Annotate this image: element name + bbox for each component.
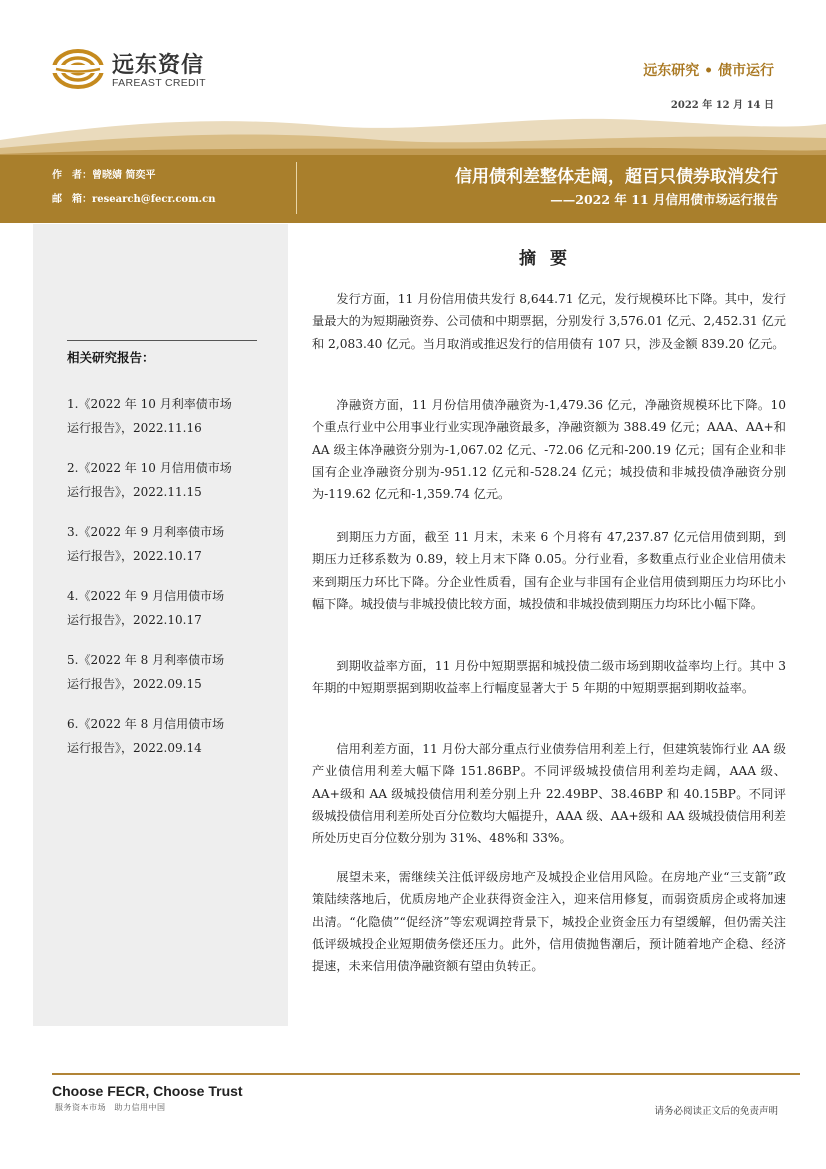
abstract-paragraph: 信用利差方面，11 月份大部分重点行业债券信用利差上行，但建筑装饰行业 AA 级产业债信用利差大幅下降 151.86BP。不同评级城投债信用利差均走阔，AAA 级、AA+级和 AA 级城投债信用利差分别上升 22.49BP、38.46BP 和 40.15BP。不同评级城投债信用利差所处百分位数均大幅提升，AAA 级、AA+级和 AA 级城投债信用利差所处历史百分位数分别为 31%、48%和 33%。 bbox=[312, 742, 786, 846]
abstract-paragraph: 到期压力方面，截至 11 月末，未来 6 个月将有 47,237.87 亿元信用债到期，到期压力迁移系数为 0.89，较上月末下降 0.05。分行业看，多数重点行业企业信用债未来到期压力环比下降。分企业性质看，国有企业与非国有企业信用债到期压力均环比小幅下降。城投债与非城投债比较方面，城投债和非城投债到期压力均环比小幅下降。 bbox=[312, 530, 786, 611]
footer-slogan-en: Choose FECR, Choose Trust bbox=[52, 1083, 243, 1099]
banner-divider bbox=[296, 162, 297, 214]
footer-slogan-cn: 服务资本市场 助力信用中国 bbox=[55, 1103, 166, 1112]
abstract-paragraph: 发行方面，11 月份信用债共发行 8,644.71 亿元，发行规模环比下降。其中，发行量最大的为短期融资券、公司债和中期票据，分别发行 3,576.01 亿元、2,452.31 亿元和 2,083.40 亿元。当月取消或推迟发行的信用债有 107 只，涉及金额 839.20 亿元。 bbox=[312, 292, 786, 351]
report-subtitle: ——2022 年 11 月信用债市场运行报告 bbox=[550, 192, 778, 207]
abstract-paragraph: 展望未来，需继续关注低评级房地产及城投企业信用风险。在房地产业“三支箭”政策陆续落地后，优质房地产企业获得资金注入，迎来信用修复，而弱资质房企或将加速出清。“化隐债”“促经济”等宏观调控背景下，城投企业资金压力有望缓解，但仍需关注低评级城投企业短期债务偿还压力。此外，信用债抛售潮后，预计随着地产企稳、经济提速，未来信用债净融资额有望由负转正。 bbox=[312, 870, 786, 974]
sidebar-rule bbox=[67, 340, 257, 341]
brand-name-en: FAREAST CREDIT bbox=[112, 77, 206, 89]
email-line[interactable]: 邮 箱：research@fecr.com.cn bbox=[52, 194, 216, 205]
related-report-item[interactable]: 6.《2022 年 8 月信用债市场 运行报告》，2022.09.14 bbox=[67, 717, 225, 755]
author-line: 作 者：曾晓婧 简奕平 bbox=[52, 170, 156, 181]
report-title: 信用债利差整体走阔，超百只债券取消发行 bbox=[455, 167, 778, 187]
footer-rule bbox=[52, 1073, 800, 1075]
fareast-logo-icon bbox=[52, 48, 104, 90]
related-report-item[interactable]: 3.《2022 年 9 月利率债市场 运行报告》，2022.10.17 bbox=[67, 525, 225, 563]
related-report-item[interactable]: 5.《2022 年 8 月利率债市场 运行报告》，2022.09.15 bbox=[67, 653, 225, 691]
abstract-heading: 摘要 bbox=[519, 249, 581, 269]
brand-name-cn: 远东资信 bbox=[112, 53, 205, 78]
abstract-paragraph: 到期收益率方面，11 月份中短期票据和城投债二级市场到期收益率均上行。其中 3 年期的中短期票据到期收益率上行幅度显著大于 5 年期的中短期票据到期收益率。 bbox=[312, 659, 786, 696]
related-report-item[interactable]: 4.《2022 年 9 月信用债市场 运行报告》，2022.10.17 bbox=[67, 589, 225, 627]
related-report-item[interactable]: 1.《2022 年 10 月利率债市场 运行报告》，2022.11.16 bbox=[67, 397, 232, 435]
series-label: 远东研究 • 债市运行 bbox=[643, 63, 774, 79]
related-report-item[interactable]: 2.《2022 年 10 月信用债市场 运行报告》，2022.11.15 bbox=[67, 461, 232, 499]
disclaimer-note: 请务必阅读正文后的免责声明 bbox=[654, 1106, 778, 1117]
abstract-paragraph: 净融资方面，11 月份信用债净融资为-1,479.36 亿元，净融资规模环比下降。10 个重点行业中公用事业行业实现净融资最多，净融资额为 388.49 亿元；AAA、AA+和 AA 级主体净融资分别为-1,067.02 亿元、-72.06 亿元和-200.19 亿元；国有企业和非国有企业净融资分别为-951.12 亿元和-528.24 亿元；城投债和非城投债净融资分别为-119.62 亿元和-1,359.74 亿元。 bbox=[312, 398, 786, 502]
report-date: 2022 年 12 月 14 日 bbox=[670, 100, 774, 111]
related-reports-heading: 相关研究报告： bbox=[67, 350, 155, 365]
sand-dune-decoration bbox=[0, 112, 826, 158]
